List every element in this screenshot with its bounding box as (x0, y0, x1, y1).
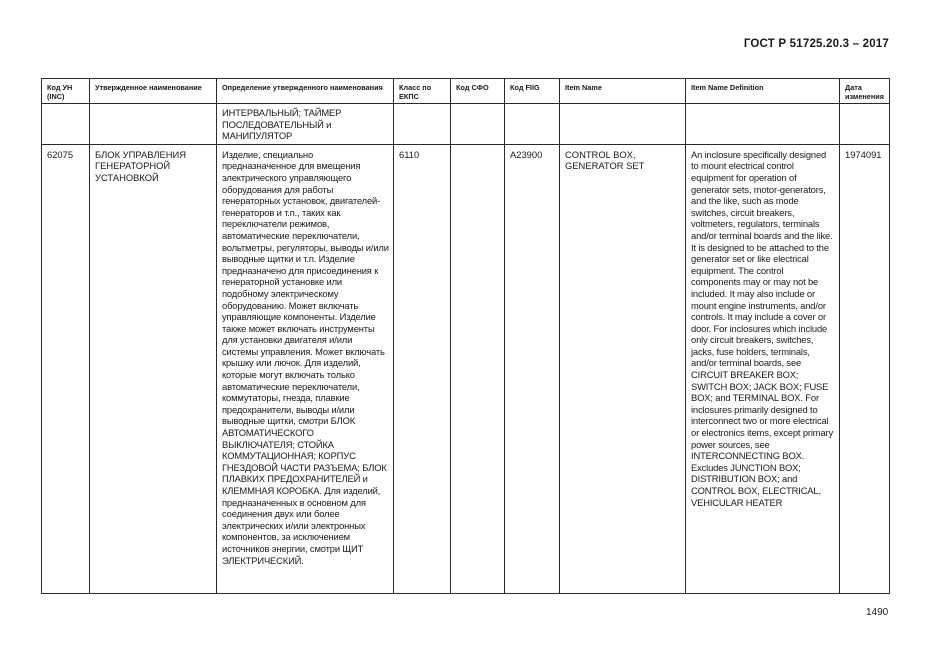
header-definition: Определение утвержденного наименования (217, 79, 394, 104)
table-row-continuation (42, 104, 890, 145)
cell-fiig-code: A23900 (505, 144, 560, 593)
page-number: 1490 (866, 607, 889, 618)
header-ekps-class: Класс по ЕКПС (394, 79, 451, 104)
definition-text: Изделие, специально предназначенное для вмещения электрического управляющего оборудования для работы генераторных установок, двигателей-генераторов и т.п., таких как переключатели режимов, автоматические переключатели, вольтметры, регуляторы, выводы и/или выводные щитки и т.п. Изделие предназначено для присоединения к генераторной установке или подобному электрическому оборудованию. Может включать управляющие компоненты. Изделие также может включать инструменты для установки двигателя и/или системы управления. Может включать крышку или лючок. Для изделий, которые могут включать только автоматические переключатели, коммутаторы, гнезда, плавкие предохранители, выводы и/или выводные щитки, смотри БЛОК АВТОМАТИЧЕСКОГО ВЫКЛЮЧАТЕЛЯ; СТОЙКА КОММУТАЦИОННАЯ; КОРПУС ГНЕЗДОВОЙ ЧАСТИ РАЗЪЕМА; БЛОК ПЛАВКИХ ПРЕДОХРАНИТЕЛЕЙ и КЛЕММНАЯ КОРОБКА. Для изделий, предназначенных в основном для соединения двух или более электрических и/или электронных компонентов, за исключением источников энергии, смотри ЩИТ ЭЛЕКТРИЧЕСКИЙ. (222, 148, 389, 566)
header-item-name-definition: Item Name Definition (686, 79, 840, 104)
cell-name-empty (90, 104, 217, 145)
cell-sfo-empty (451, 104, 505, 145)
header-item-name: Item Name (560, 79, 686, 104)
cell-ekps-empty (394, 104, 451, 145)
standard-designation: ГОСТ Р 51725.20.3 – 2017 (743, 38, 889, 50)
cell-definition (217, 144, 394, 593)
cell-item-name: CONTROL BOX, GENERATOR SET (560, 144, 686, 593)
cell-sfo-code (451, 144, 505, 593)
cell-fiig-empty (505, 104, 560, 145)
cell-definition-continuation (217, 104, 394, 145)
cell-inc: 62075 (42, 144, 90, 593)
definition-continuation-text: ИНТЕРВАЛЬНЫЙ; ТАЙМЕР ПОСЛЕДОВАТЕЛЬНЫЙ и МАНИПУЛЯТОР (222, 107, 342, 142)
cell-item-name-empty (560, 104, 686, 145)
item-definition-text: An inclosure specifically designed to mount electrical control equipment for operation of generator sets, motor-generators, and the like, such as mode switches, circuit breakers, voltmeters, regulators, terminals and/or terminal boards and the like. It is designed to be attached to the generator set or like electrical equipment. The control components may or may not be included. It may also include or mount engine instruments, and/or controls. It may include a cover or door. For inclosures which include only circuit breakers, switches, jacks, fuse holders, terminals, and/or terminal boards, see CIRCUIT BREAKER BOX; SWITCH BOX; JACK BOX; FUSE BOX; and TERMINAL BOX. For inclosures primarily designed to interconnect two or more electrical or electronics items, except primary power sources, see INTERCONNECTING BOX. Excludes JUNCTION BOX; DISTRIBUTION BOX; and CONTROL BOX, ELECTRICAL, VEHICULAR HEATER (691, 148, 834, 508)
header-inc: Код УН (INC) (42, 79, 90, 104)
header-change-date: Дата изменения (840, 79, 890, 104)
header-fiig-code: Код FIIG (505, 79, 560, 104)
cell-item-def-empty (686, 104, 840, 145)
table-header-row (42, 79, 890, 104)
item-name-table (41, 78, 890, 594)
cell-item-name-definition (686, 144, 840, 593)
header-approved-name: Утвержденное наименование (90, 79, 217, 104)
cell-approved-name: БЛОК УПРАВЛЕНИЯ ГЕНЕРАТОРНОЙ УСТАНОВКОЙ (90, 144, 217, 593)
cell-change-date: 1974091 (840, 144, 890, 593)
cell-ekps-class: 6110 (394, 144, 451, 593)
header-sfo-code: Код СФО (451, 79, 505, 104)
cell-date-empty (840, 104, 890, 145)
cell-inc-empty (42, 104, 90, 145)
table-row (42, 144, 890, 593)
